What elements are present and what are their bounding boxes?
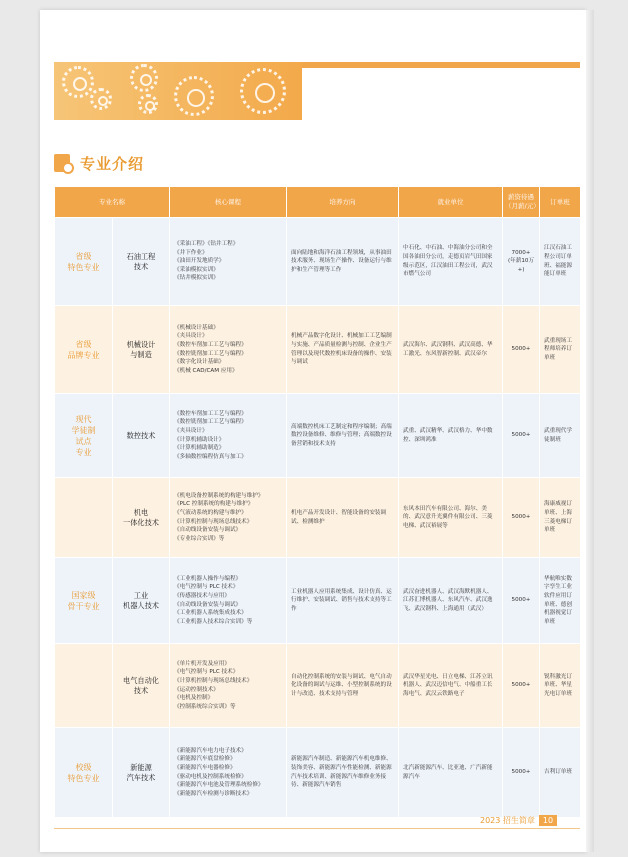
cell-direction: 新能源汽车制造、新能源汽车机电维修、装饰美容、新能源汽车性能检测、新能源汽车技术培训、新能源汽车维修业务接待、新能源汽车销售 xyxy=(287,728,399,818)
header-direction: 培养方向 xyxy=(287,187,399,218)
cell-employer: 武汉华星光电、日立电梯、江苏立讯机器人、武汉迈信电气、中船重工长海电气、武汉云铁路电子 xyxy=(399,644,503,728)
gear-icon xyxy=(130,64,158,92)
cell-courses: 《采油工程》《钻井工程》 《井下作业》 《油田开发地质学》 《采油模拟实训》 《钻井模拟实训》 xyxy=(170,218,287,306)
cell-salary: 7000+ (年薪10万+) xyxy=(503,218,540,306)
page-number: 10 xyxy=(539,815,557,826)
table-row xyxy=(55,218,581,306)
cell-employer: 东风本田汽车有限公司、海尔、美的、武汉意升光翼件有限公司、三菱电梯、武汉裕展等 xyxy=(399,478,503,558)
cell-level: 校级 特色专业 xyxy=(55,728,113,818)
footer-divider xyxy=(54,828,580,829)
header-employer: 就业单位 xyxy=(399,187,503,218)
cell-salary: 5000+ xyxy=(503,478,540,558)
cell-salary: 5000+ xyxy=(503,306,540,394)
gear-icon xyxy=(62,66,94,98)
cell-major: 工业 机器人技术 xyxy=(113,558,170,644)
cell-direction: 面向陆地和海洋石油工程领域，从事油田技术服务、现场生产操作、设备运行与维护和生产管理等工作 xyxy=(287,218,399,306)
gear-strip xyxy=(54,62,302,120)
cell-employer: 武汉海尔、武汉钢科、武汉高德、华工激光、东风智新控制、武汉帝尔 xyxy=(399,306,503,394)
gear-icon xyxy=(90,88,112,110)
cell-major: 数控技术 xyxy=(113,394,170,478)
header-courses: 核心课程 xyxy=(170,187,287,218)
cell-salary: 5000+ xyxy=(503,644,540,728)
page-edge xyxy=(586,10,594,852)
cell-order: 锐科激光订单班、华星光电订单班 xyxy=(540,644,581,728)
cell-courses: 《单片机开发及应用》 《电气控制与 PLC 技术》 《计算机控制与现场总线技术》 《运动控制技术》 《电机及控制》 《控制系统综合实训》等 xyxy=(170,644,287,728)
header-major: 专业名称 xyxy=(55,187,170,218)
cell-employer: 中石化、中石油、中海油分公司和全国各油田分公司，走德页岩气田国家级示范区，江汉油田工程公司，武汉市燃气公司 xyxy=(399,218,503,306)
cell-direction: 机械产品数字化设计、机械加工工艺编制与实施、产品质量检测与控制、企业生产管理以及现代数控机床设备的操作、安装与调试 xyxy=(287,306,399,394)
gear-icon xyxy=(174,76,214,116)
cell-major: 新能源 汽车技术 xyxy=(113,728,170,818)
cell-order: 武重现代学徒制班 xyxy=(540,394,581,478)
cell-salary: 5000+ xyxy=(503,728,540,818)
cell-direction: 机电产品开发设计、智能设备的安装调试、检测维护 xyxy=(287,478,399,558)
cell-direction: 自动化控制系统的安装与调试、电气自动化设备的调试与运维、小型控制系统的设计与改造、技术支持与管理 xyxy=(287,644,399,728)
cell-order: 吉利订单班 xyxy=(540,728,581,818)
cell-major: 机械设计 与制造 xyxy=(113,306,170,394)
cell-employer: 武重、武汉精华、武汉格力、华中数控、深圳鸿准 xyxy=(399,394,503,478)
cell-major: 石油工程 技术 xyxy=(113,218,170,306)
gear-icon xyxy=(138,94,158,114)
cell-order: 华航唯实数字孪生工业软件应用订单班、德创机器视觉订单班 xyxy=(540,558,581,644)
cell-level xyxy=(55,478,113,558)
cell-courses: 《新能源汽车电力电子技术》 《新能源汽车底盘检修》 《新能源汽车电器检修》 《驱动电机及控制系统检修》 《新能源汽车电池及管理系统检修》 《新能源汽车检测与诊断技术》 xyxy=(170,728,287,818)
cell-direction: 工业机器人应用系统集成、设计仿真、运行维护、安装调试、销售与技术支持等工作 xyxy=(287,558,399,644)
cell-salary: 5000+ xyxy=(503,558,540,644)
cell-level: 省级 品牌专业 xyxy=(55,306,113,394)
cell-level: 国家级 骨干专业 xyxy=(55,558,113,644)
cell-major: 机电 一体化技术 xyxy=(113,478,170,558)
cell-employer: 武汉奋进机器人、武汉海默机器人、江苏汇博机器人、东风汽车、武汉逸飞、武汉钢科、上海通用（武汉） xyxy=(399,558,503,644)
page-footer xyxy=(480,815,557,826)
cell-level xyxy=(55,644,113,728)
section-heading xyxy=(54,152,144,174)
table-row xyxy=(55,478,581,558)
cell-courses: 《机械设计基础》 《夹具设计》 《数控车削加工工艺与编程》 《数控铣削加工工艺与编程》 《数字化设计基础》 《机械 CAD/CAM 应用》 xyxy=(170,306,287,394)
cell-level: 现代 学徒制 试点 专业 xyxy=(55,394,113,478)
footer-text: 2023 招生简章 xyxy=(480,816,535,825)
document-search-icon xyxy=(54,154,70,172)
cell-courses: 《数控车削加工工艺与编程》 《数控铣削加工工艺与编程》 《夹具设计》 《计算机辅助设计》 《计算机辅助制造》 《多轴数控编程仿真与加工》 xyxy=(170,394,287,478)
header-banner xyxy=(54,62,580,120)
table-row xyxy=(55,728,581,818)
table-row xyxy=(55,306,581,394)
cell-order: 江汉石油工程公司订单班、福能源能订单班 xyxy=(540,218,581,306)
table-header-row xyxy=(55,187,581,218)
header-salary: 薪资待遇（月薪/元） xyxy=(503,187,540,218)
cell-employer: 北汽新能源汽车、比亚迪、广汽新能源汽车 xyxy=(399,728,503,818)
table-row xyxy=(55,644,581,728)
cell-direction: 高端数控机床工艺制定和程序编制；高端数控设备维修、维修与管理；高端数控设备营销和技术支持 xyxy=(287,394,399,478)
banner-bar xyxy=(302,62,580,68)
cell-order: 武重现场工程师培养订单班 xyxy=(540,306,581,394)
table-row xyxy=(55,394,581,478)
gear-icon xyxy=(240,68,286,114)
cell-order: 海康威视订单班、上海三菱电梯订单班 xyxy=(540,478,581,558)
cell-courses: 《工业机器人操作与编程》 《电气控制与 PLC 技术》 《传感器技术与应用》 《自动线设备安装与调试》 《工业机器人系统集成技术》 《工业机器人技术综合实训》等 xyxy=(170,558,287,644)
brochure-page xyxy=(40,10,586,852)
cell-level: 省级 特色专业 xyxy=(55,218,113,306)
table-row xyxy=(55,558,581,644)
cell-salary: 5000+ xyxy=(503,394,540,478)
header-order: 订单班 xyxy=(540,187,581,218)
cell-major: 电气自动化 技术 xyxy=(113,644,170,728)
section-title: 专业介绍 xyxy=(80,154,145,173)
cell-courses: 《机电设备控制系统的构建与维护》 《PLC 控制系统的构建与维护》 《气液动系统的构建与维护》 《计算机控制与现场总线技术》 《自动线设备安装与调试》 《专业综合实训》等 xyxy=(170,478,287,558)
majors-table xyxy=(54,186,581,818)
